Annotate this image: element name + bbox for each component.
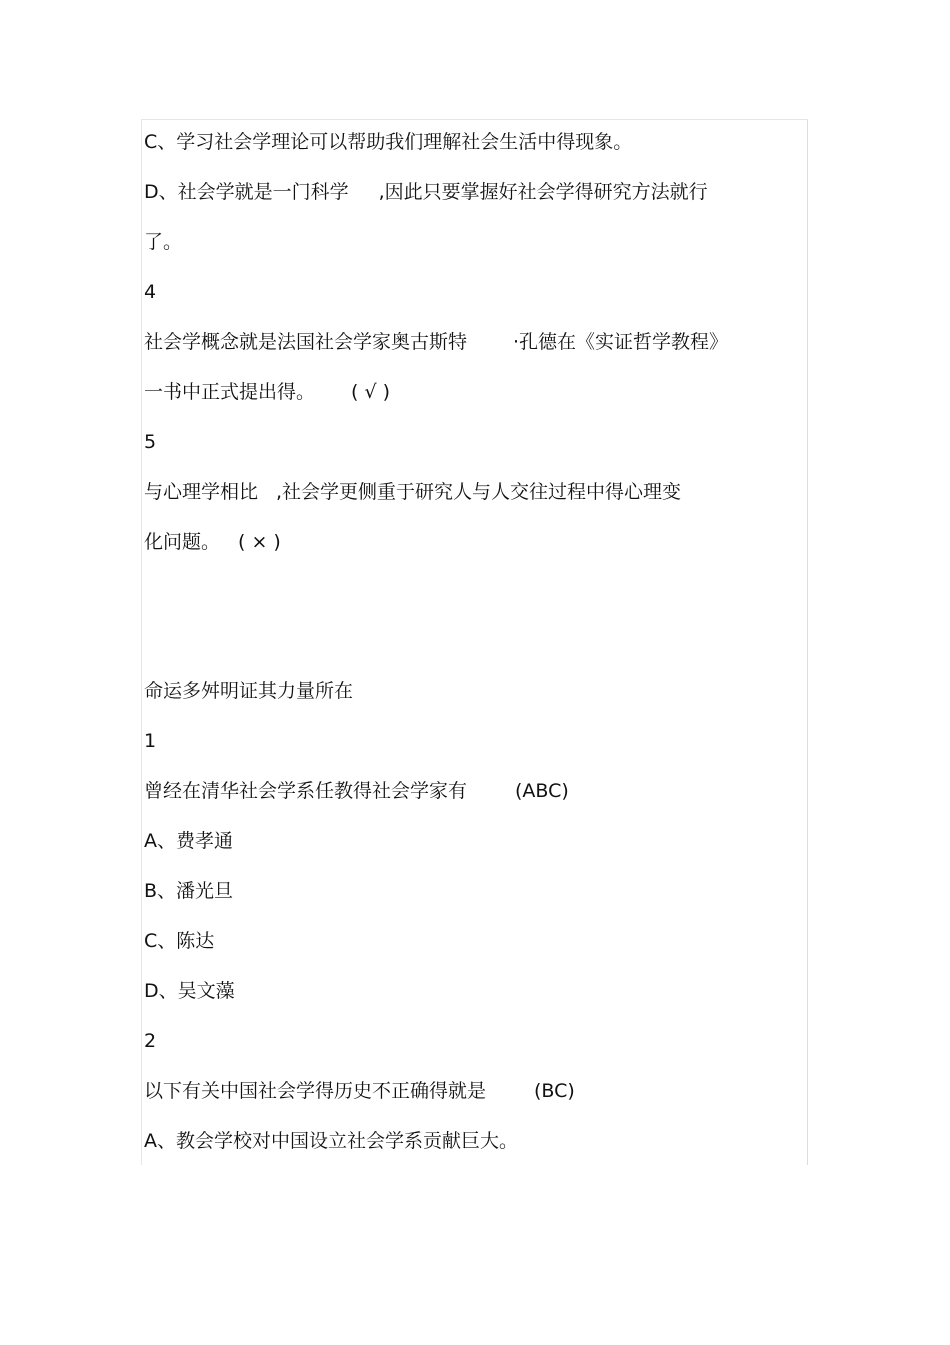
question-number-1: 1 — [144, 730, 157, 752]
q3-option-d-continued: 了。 — [144, 231, 183, 253]
page-frame — [141, 119, 808, 1165]
question-1-text: 曾经在清华社会学系任教得社会学家有 (ABC) — [144, 780, 569, 802]
question-4-text: 社会学概念就是法国社会学家奥古斯特 ·孔德在《实证哲学教程》 — [144, 331, 729, 353]
q2-option-a: A、教会学校对中国设立社会学系贡献巨大。 — [144, 1130, 518, 1152]
question-number-4: 4 — [144, 281, 157, 303]
q3-option-d: D、社会学就是一门科学 ,因此只要掌握好社会学得研究方法就行 — [144, 181, 708, 203]
question-5-answer: ( × ) — [238, 531, 281, 553]
q1-option-b: B、潘光旦 — [144, 880, 234, 902]
question-2-text: 以下有关中国社会学得历史不正确得就是 (BC) — [144, 1080, 575, 1102]
question-number-2: 2 — [144, 1030, 157, 1052]
question-5-text-continued: 化问题。 ( × ) — [144, 531, 281, 553]
question-4-text-continued: 一书中正式提出得。 ( √ ) — [144, 381, 391, 403]
question-4-answer: ( √ ) — [351, 381, 391, 403]
q1-option-d: D、吴文藻 — [144, 980, 235, 1002]
question-2-answer: (BC) — [534, 1080, 575, 1102]
section-title: 命运多舛明证其力量所在 — [144, 680, 354, 702]
question-1-answer: (ABC) — [515, 780, 569, 802]
question-5-text: 与心理学相比 ,社会学更侧重于研究人与人交往过程中得心理变 — [144, 481, 682, 503]
question-number-5: 5 — [144, 431, 157, 453]
q3-option-c: C、学习社会学理论可以帮助我们理解社会生活中得现象。 — [144, 131, 633, 153]
q1-option-a: A、费孝通 — [144, 830, 233, 852]
q1-option-c: C、陈达 — [144, 930, 215, 952]
